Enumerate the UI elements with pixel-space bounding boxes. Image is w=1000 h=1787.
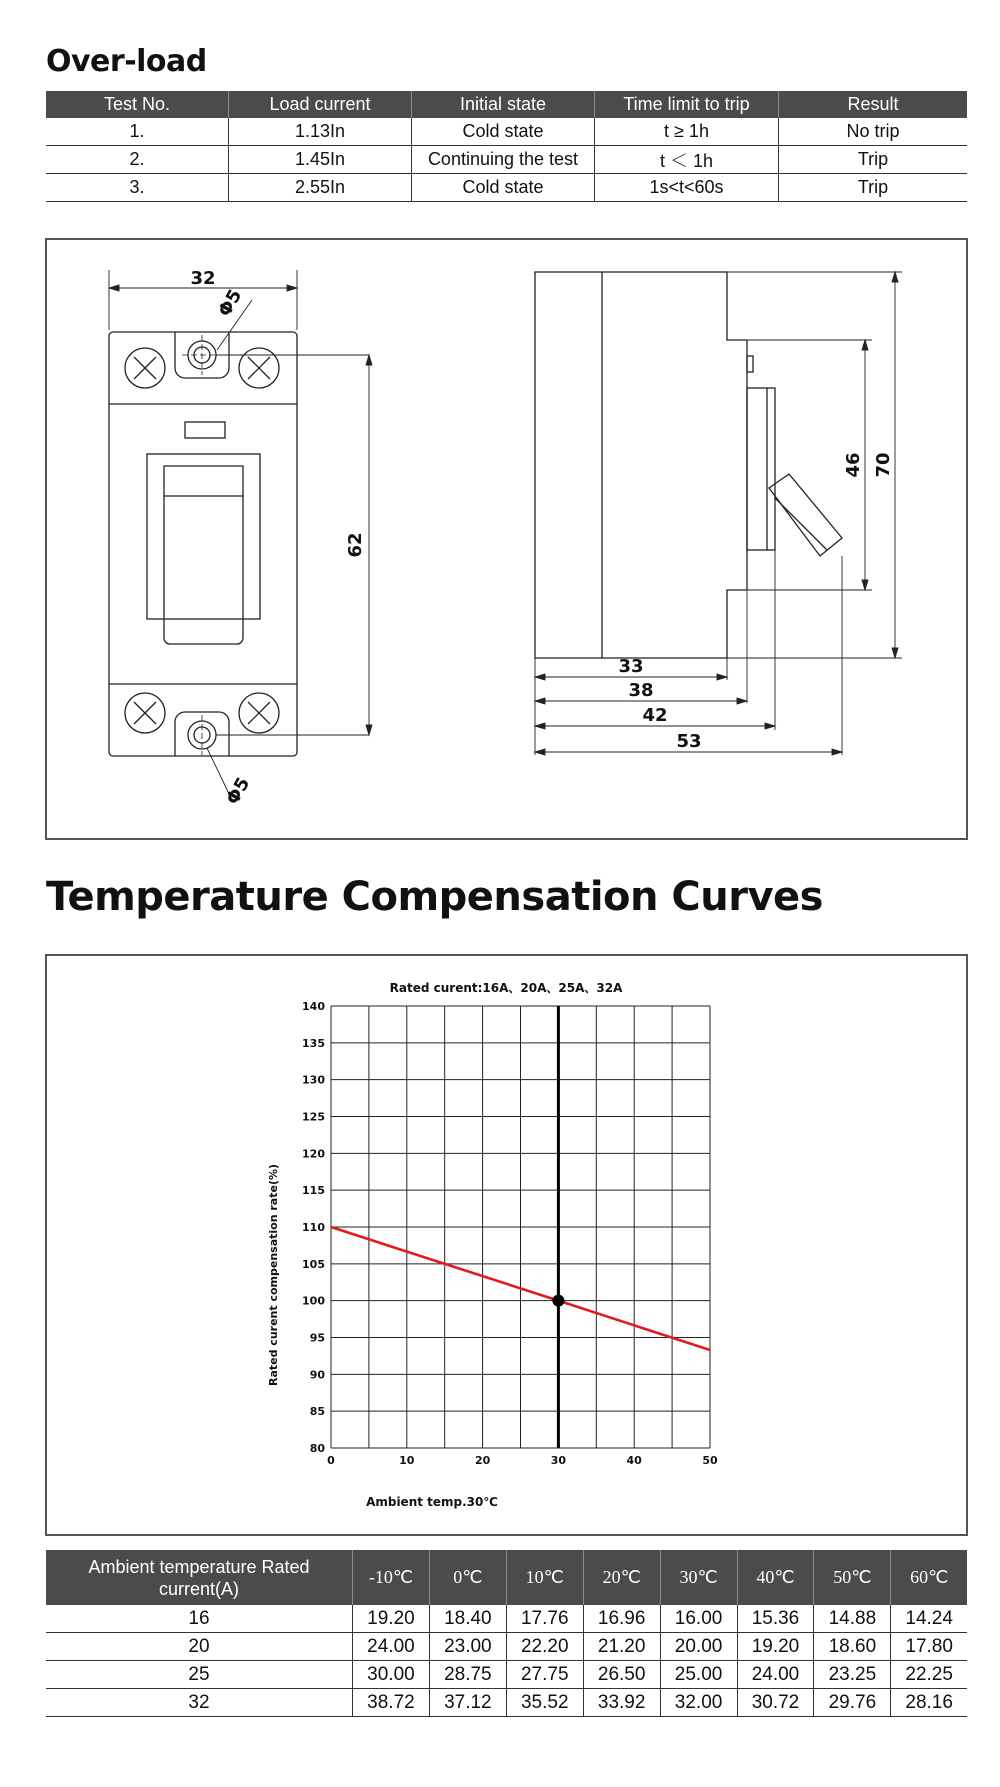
table-row (46, 146, 967, 174)
cell: No trip (779, 118, 968, 146)
side-toggle-lever (769, 474, 842, 556)
dimension-drawing (47, 240, 966, 838)
dim-label-side-42: 42 (642, 705, 668, 726)
overload-title: Over-load (46, 44, 207, 79)
cell: 1s<t<60s (595, 174, 779, 202)
overload-table (46, 91, 967, 202)
dim-label-side-46: 46 (843, 452, 864, 478)
cell: 30.72 (737, 1689, 814, 1717)
front-indicator-window (185, 422, 225, 438)
header-load-current: Load current (229, 91, 412, 118)
cell: 26.50 (583, 1661, 660, 1689)
cell: 1. (46, 118, 229, 146)
compensation-table (46, 1550, 967, 1717)
cell: Cold state (412, 118, 595, 146)
dim-label-top-hole: Φ5 (214, 285, 247, 321)
table-row (46, 1605, 967, 1633)
y-tick-label: 120 (302, 1147, 325, 1161)
y-tick-label: 100 (302, 1294, 325, 1308)
y-tick-label: 125 (302, 1110, 325, 1124)
cell: 24.00 (353, 1633, 430, 1661)
chart-grid (331, 1006, 710, 1448)
reference-point (552, 1295, 564, 1307)
x-tick-label: 0 (327, 1454, 335, 1467)
table-header-row (46, 91, 967, 118)
compensation-chart (47, 956, 966, 1534)
table-row (46, 118, 967, 146)
cell-current: 25 (46, 1661, 353, 1689)
y-tick-label: 105 (302, 1257, 325, 1271)
header-temp: 20℃ (583, 1550, 660, 1605)
cell: 16.96 (583, 1605, 660, 1633)
cell: 35.52 (506, 1689, 583, 1717)
cell: 25.00 (660, 1661, 737, 1689)
y-tick-label: 85 (309, 1405, 325, 1419)
y-tick-label: 115 (302, 1184, 325, 1198)
table-row (46, 1661, 967, 1689)
dim-label-bottom-hole: Φ5 (222, 773, 255, 809)
x-tick-label: 30 (550, 1454, 567, 1467)
cell: 33.92 (583, 1689, 660, 1717)
side-toggle-housing (747, 388, 775, 550)
cell: 30.00 (353, 1661, 430, 1689)
dim-label-side-70: 70 (873, 452, 894, 478)
chart-title: Rated curent:16A、20A、25A、32A (389, 981, 623, 995)
header-temp: 60℃ (891, 1550, 967, 1605)
y-axis-label: Rated curent compensation rate(%) (267, 1163, 280, 1387)
x-tick-label: 50 (702, 1454, 718, 1467)
side-body-outline (535, 272, 747, 658)
cell: 1.13In (229, 118, 412, 146)
y-tick-label: 80 (309, 1442, 325, 1455)
header-temp: 10℃ (506, 1550, 583, 1605)
header-temp: 40℃ (737, 1550, 814, 1605)
cell: 16.00 (660, 1605, 737, 1633)
header-time-limit: Time limit to trip (595, 91, 779, 118)
header-temp: 0℃ (429, 1550, 506, 1605)
dim-label-front-height: 62 (345, 532, 366, 558)
y-tick-label: 90 (309, 1368, 325, 1382)
dim-label-side-38: 38 (628, 680, 654, 701)
cell: 19.20 (353, 1605, 430, 1633)
cell-current: 32 (46, 1689, 353, 1717)
y-tick-label: 110 (302, 1221, 325, 1234)
cell: Continuing the test (412, 146, 595, 174)
header-temp: -10℃ (353, 1550, 430, 1605)
header-temp: 30℃ (660, 1550, 737, 1605)
cell: 20.00 (660, 1633, 737, 1661)
header-initial-state: Initial state (412, 91, 595, 118)
table-row (46, 1633, 967, 1661)
cell: 14.24 (891, 1605, 967, 1633)
cell: 17.76 (506, 1605, 583, 1633)
cell: 1.45In (229, 146, 412, 174)
cell: 2.55In (229, 174, 412, 202)
cell-current: 20 (46, 1633, 353, 1661)
cell: 15.36 (737, 1605, 814, 1633)
cell: 23.25 (814, 1661, 891, 1689)
cell: Trip (779, 174, 968, 202)
cell: 23.00 (429, 1633, 506, 1661)
cell: t ≥ 1h (595, 118, 779, 146)
cell: 27.75 (506, 1661, 583, 1689)
cell: 38.72 (353, 1689, 430, 1717)
x-axis-label: Ambient temp.30℃ (366, 1495, 498, 1509)
chart-frame (45, 954, 968, 1536)
table-row (46, 174, 967, 202)
cell: 19.20 (737, 1633, 814, 1661)
cell: 14.88 (814, 1605, 891, 1633)
x-tick-label: 10 (399, 1454, 415, 1467)
front-toggle (164, 466, 243, 644)
x-tick-label: 40 (626, 1454, 642, 1467)
cell: 17.80 (891, 1633, 967, 1661)
y-tick-label: 135 (302, 1036, 325, 1050)
cell: 32.00 (660, 1689, 737, 1717)
cell: 22.20 (506, 1633, 583, 1661)
cell: 18.40 (429, 1605, 506, 1633)
cell: t ＜ 1h (595, 146, 779, 174)
cell: 28.75 (429, 1661, 506, 1689)
table-header-row (46, 1550, 967, 1605)
temperature-section-title: Temperature Compensation Curves (46, 874, 823, 920)
dim-label-side-33: 33 (618, 656, 644, 677)
x-tick-label: 20 (474, 1454, 491, 1467)
cell-current: 16 (46, 1605, 353, 1633)
cell: 24.00 (737, 1661, 814, 1689)
cell: Trip (779, 146, 968, 174)
front-body-outline (109, 332, 297, 756)
dimension-drawing-frame (45, 238, 968, 840)
cell: 29.76 (814, 1689, 891, 1717)
header-result: Result (779, 91, 968, 118)
cell: 3. (46, 174, 229, 202)
cell: 2. (46, 146, 229, 174)
header-test-no: Test No. (46, 91, 229, 118)
cell: 22.25 (891, 1661, 967, 1689)
dim-label-front-width: 32 (190, 268, 216, 289)
y-tick-label: 130 (302, 1073, 325, 1087)
cell: Cold state (412, 174, 595, 202)
cell: 21.20 (583, 1633, 660, 1661)
cell: 28.16 (891, 1689, 967, 1717)
cell: 37.12 (429, 1689, 506, 1717)
y-tick-label: 140 (302, 1000, 325, 1013)
header-temp: 50℃ (814, 1550, 891, 1605)
side-small-tab (747, 356, 753, 372)
dim-label-side-53: 53 (676, 731, 702, 752)
table-row (46, 1689, 967, 1717)
header-rated-current: Ambient temperature Rated current(A) (46, 1550, 353, 1605)
y-tick-label: 95 (309, 1331, 325, 1345)
cell: 18.60 (814, 1633, 891, 1661)
chart-tick-labels (302, 1000, 718, 1467)
